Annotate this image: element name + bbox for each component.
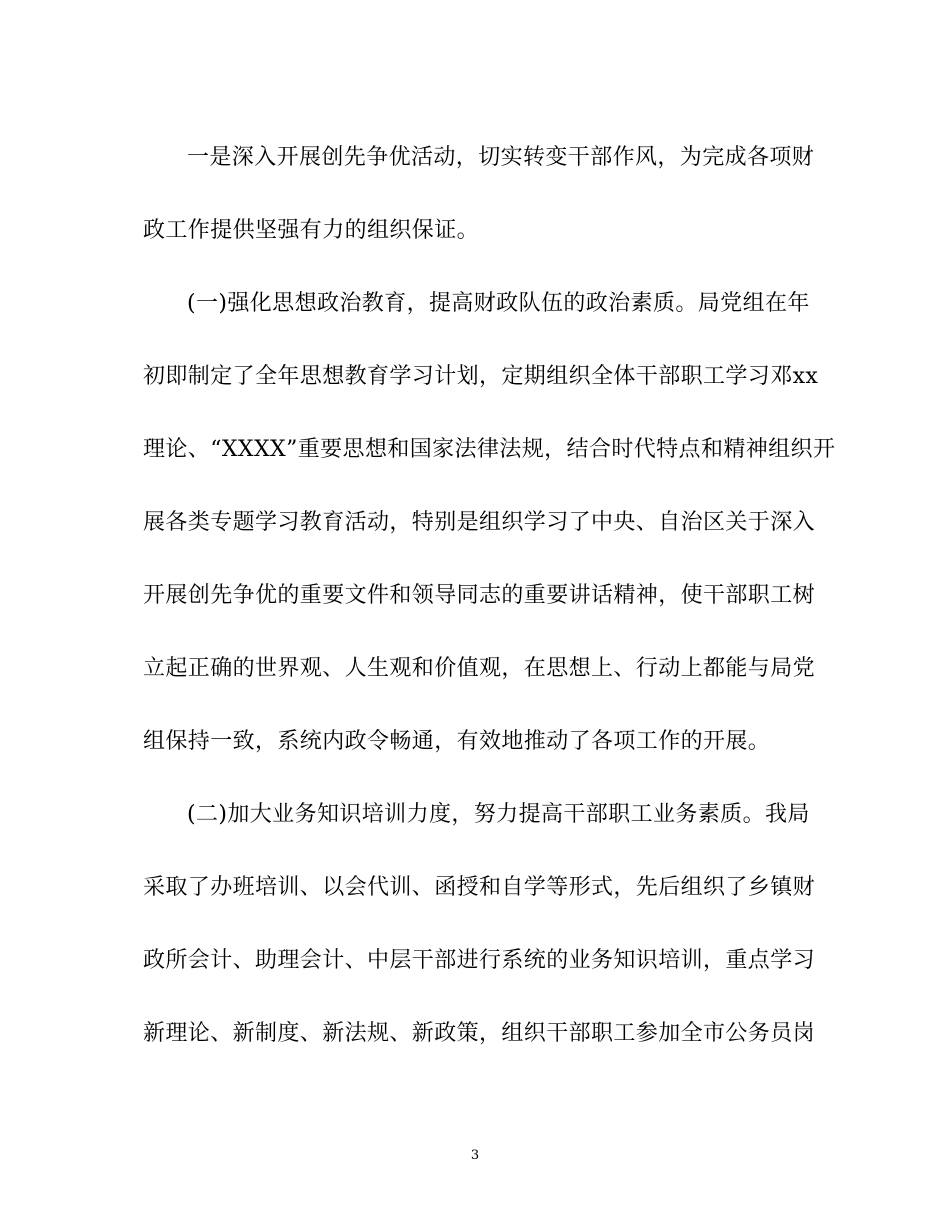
paragraph-line: 政所会计、助理会计、中层干部进行系统的业务知识培训，重点学习 [143, 948, 816, 973]
paragraph-line: 开展创先争优的重要文件和领导同志的重要讲话精神，使干部职工树 [143, 583, 816, 608]
paragraph-line: 初即制定了全年思想教育学习计划，定期组织全体干部职工学习邓xx [143, 364, 819, 389]
paragraph-line: (一)强化思想政治教育，提高财政队伍的政治素质。局党组在年 [187, 291, 810, 316]
paragraph-line: 理论、“XXXX”重要思想和国家法律法规，结合时代特点和精神组织开 [143, 437, 836, 462]
paragraph-line: 采取了办班培训、以会代训、函授和自学等形式，先后组织了乡镇财 [143, 875, 816, 900]
paragraph-line: 政工作提供坚强有力的组织保证。 [143, 218, 480, 243]
page-number: 3 [470, 1148, 480, 1163]
paragraph-line: 立起正确的世界观、人生观和价值观，在思想上、行动上都能与局党 [143, 656, 816, 681]
paragraph-line: 组保持一致，系统内政令畅通，有效地推动了各项工作的开展。 [143, 729, 771, 754]
paragraph-line: 展各类专题学习教育活动，特别是组织学习了中央、自治区关于深入 [143, 510, 816, 535]
paragraph-line: (二)加大业务知识培训力度，努力提高干部职工业务素质。我局 [187, 802, 810, 827]
paragraph-line: 一是深入开展创先争优活动，切实转变干部作风，为完成各项财 [187, 145, 815, 170]
paragraph-line: 新理论、新制度、新法规、新政策，组织干部职工参加全市公务员岗 [143, 1021, 816, 1046]
